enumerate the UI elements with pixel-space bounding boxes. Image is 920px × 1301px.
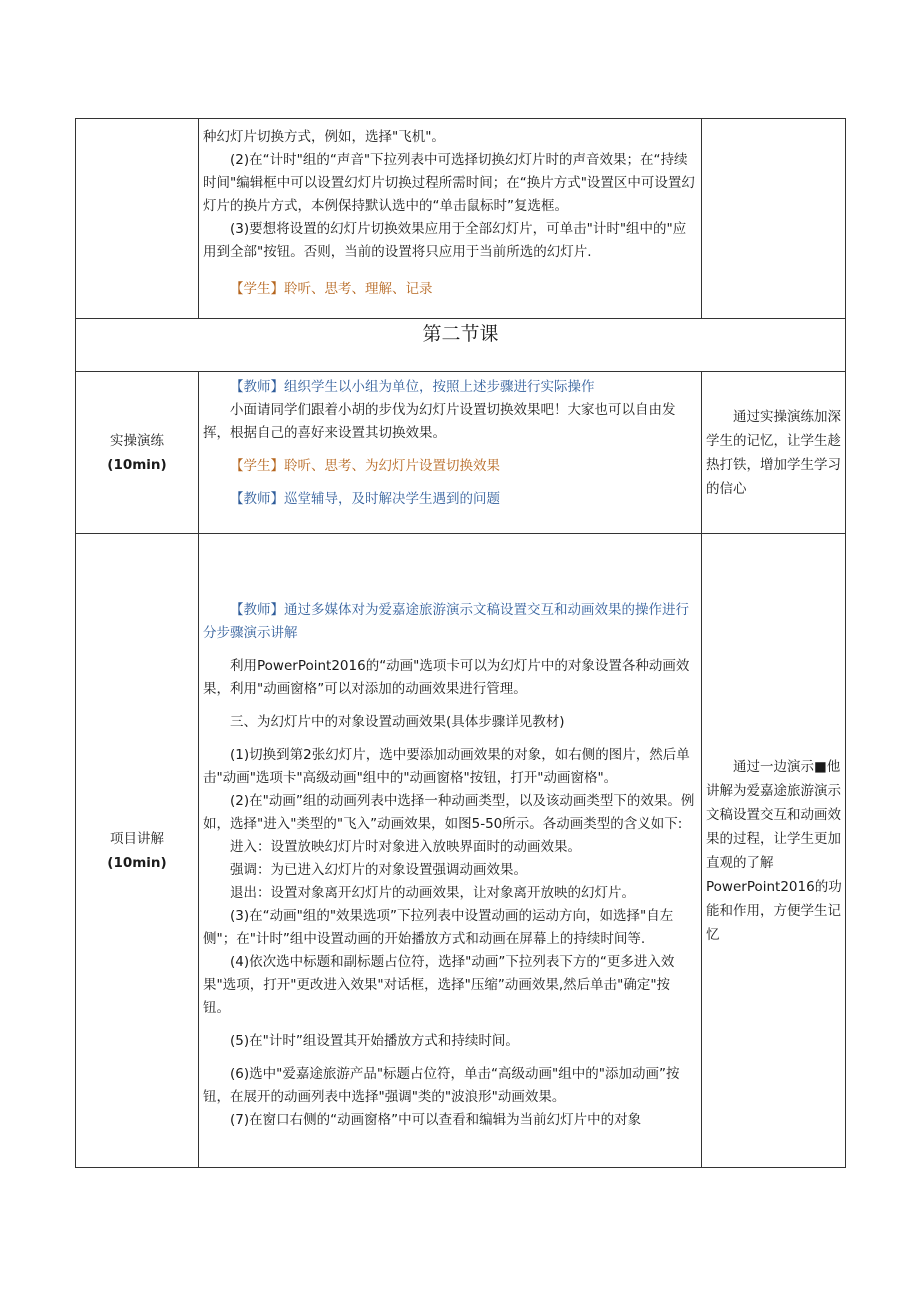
row3-step-7: (7)在窗口右侧的“动画窗格”中可以查看和编辑为当前幻灯片中的对象 <box>230 1112 642 1128</box>
row2-content-cell <box>199 372 702 534</box>
section-title: 第二节课 <box>76 319 846 372</box>
row3-step-1: (1)切换到第2张幻灯片，选中要添加动画效果的对象，如右侧的图片，然后单击"动画"选项卡"高级动画"组中的"动画窗格"按钮，打开"动画窗格"。 <box>203 747 690 786</box>
row1-line-1: 种幻灯片切换方式，例如，选择"飞机"。 <box>203 129 445 145</box>
row2-label: 实操演练 <box>110 432 164 449</box>
row3-type-exit: 退出：设置对象离开幻灯片的动画效果，让对象离开放映的幻灯片。 <box>230 885 635 901</box>
row3-time: (10min) <box>107 854 167 871</box>
row1-content-cell <box>199 119 702 319</box>
table-row <box>76 534 846 1168</box>
row1-line-2: (2)在“计时"组的“声音"下拉列表中可选择切换幻灯片时的声音效果；在“持续时间"编辑框中可以设置幻灯片切换过程所需时间；在“换片方式"设置区中可设置幻灯片的换片方式，本例保持默认选中的“单击鼠标时”复选框。 <box>203 152 695 214</box>
row2-student-note: 【学生】聆听、思考、为幻灯片设置切换效果 <box>230 458 500 474</box>
row3-content-cell <box>199 534 702 1168</box>
row2-note: 通过实操演练加深学生的记忆，让学生趁热打铁，增加学生学习的信心 <box>702 372 846 534</box>
row3-step-3: (3)在“动画"组的"效果选项”下拉列表中设置动画的运动方向，如选择"自左侧"；在"计时”组中设置动画的开始播放方式和动画在屏幕上的持续时间等. <box>203 908 674 947</box>
row3-step-6: (6)选中"爱嘉途旅游产品"标题占位符，单击“高级动画"组中的"添加动画”按钮，在展开的动画列表中选择"强调"类的"波浪形"动画效果。 <box>203 1066 680 1105</box>
row3-type-emphasis: 强调：为已进入幻灯片的对象设置强调动画效果。 <box>230 862 527 878</box>
row3-step-2: (2)在"动画”组的动画列表中选择一种动画类型，以及该动画类型下的效果。例如，选择"进入"类型的"飞入”动画效果，如图5-50所示。各动画类型的含义如下: <box>203 793 695 832</box>
row1-student-note: 【学生】聆听、思考、理解、记录 <box>230 281 433 297</box>
row1-label-cell <box>76 119 199 319</box>
row3-label: 项目讲解 <box>110 830 164 847</box>
row2-label-cell <box>76 372 199 534</box>
row3-teacher-note: 【教师】通过多媒体对为爱嘉途旅游演示文稿设置交互和动画效果的操作进行分步骤演示讲解 <box>203 602 689 641</box>
row3-heading: 三、为幻灯片中的对象设置动画效果(具体步骤详见教材) <box>230 714 565 730</box>
row3-step-5: (5)在"计时”组设置其开始播放方式和持续时间。 <box>230 1033 519 1049</box>
table-row <box>76 119 846 319</box>
row3-note: 通过一边演示■他讲解为爱嘉途旅游演示文稿设置交互和动画效果的过程，让学生更加直观的了解PowerPoint2016的功能和作用，方便学生记忆 <box>702 534 846 1168</box>
row2-teacher-note-1: 【教师】组织学生以小组为单位，按照上述步骤进行实际操作 <box>230 379 595 395</box>
row3-intro: 利用PowerPoint2016的“动画"选项卡可以为幻灯片中的对象设置各种动画效果，利用"动画窗格”可以对添加的动画效果进行管理。 <box>203 658 690 697</box>
row3-type-enter: 进入：设置放映幻灯片时对象进入放映界面时的动画效果。 <box>230 839 581 855</box>
lesson-plan-table <box>75 118 846 1168</box>
row2-teacher-note-2: 【教师】巡堂辅导，及时解决学生遇到的问题 <box>230 491 500 507</box>
row1-line-3: (3)要想将设置的幻灯片切换效果应用于全部幻灯片，可单击"计时"组中的"应用到全部"按钮。否则，当前的设置将只应用于当前所选的幻灯片. <box>203 221 687 260</box>
row1-note-cell <box>702 119 846 319</box>
table-row <box>76 319 846 372</box>
row2-time: (10min) <box>107 456 167 473</box>
row3-label-cell <box>76 534 199 1168</box>
row3-step-4: (4)依次选中标题和副标题占位符，选择"动画”下拉列表下方的“更多进入效果"选项，打开"更改进入效果"对话框，选择"压缩”动画效果,然后单击"确定"按钮。 <box>203 954 675 1016</box>
row2-text: 小面请同学们跟着小胡的步伐为幻灯片设置切换效果吧！大家也可以自由发挥，根据自己的喜好来设置其切换效果。 <box>203 402 676 441</box>
table-row <box>76 372 846 534</box>
